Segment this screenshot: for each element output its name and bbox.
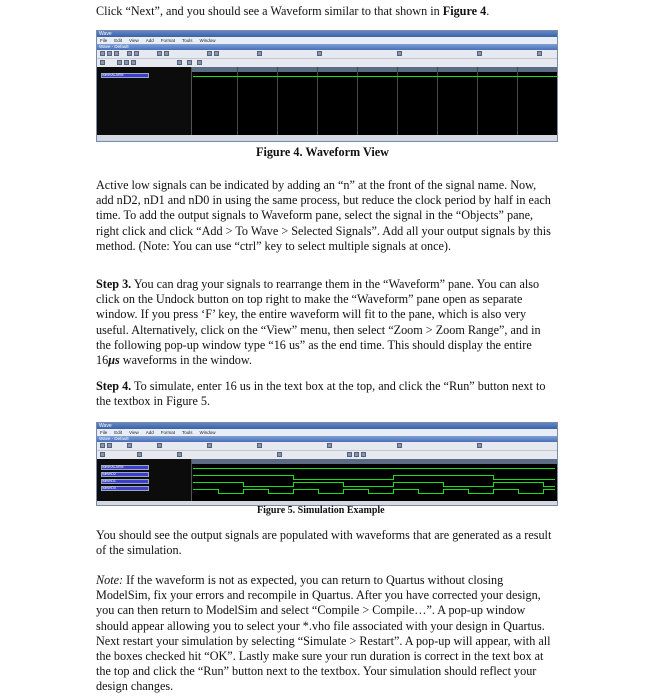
waveform-trace	[193, 468, 555, 469]
grid-line	[477, 67, 478, 135]
tool-icon	[127, 51, 132, 56]
waveform-segment	[343, 489, 368, 490]
fig5-pane-title: Wave - Default	[97, 436, 557, 442]
waveform-segment	[368, 493, 393, 494]
grid-line	[397, 67, 398, 135]
tool-icon	[257, 443, 262, 448]
waveform-segment	[418, 493, 443, 494]
tool-icon	[197, 60, 202, 65]
grid-line	[237, 67, 238, 135]
tool-icon	[127, 443, 132, 448]
zoom-icon	[117, 60, 122, 65]
grid-line	[317, 67, 318, 135]
tool-icon	[317, 51, 322, 56]
fig4-menubar: File Edit View Add Format Tools Window	[97, 37, 557, 44]
tool-icon	[257, 51, 262, 56]
tool-icon	[107, 51, 112, 56]
tool-icon	[157, 443, 162, 448]
waveform-segment	[393, 489, 418, 490]
tool-icon	[134, 51, 139, 56]
figure5-caption: Figure 5. Simulation Example	[257, 505, 385, 516]
waveform-segment	[193, 489, 218, 490]
waveform-segment	[268, 493, 293, 494]
paragraph-note: Note: If the waveform is not as expected, you can return to Quartus without closing ModelSim, fix your errors and recompile in Quartus. After you have corrected your design, you can then return to ModelSim and select “Compile > Compile…”. A pop-up window should appear allowing you to select your *.vho file associated with your design in Quartus. Next restart your simulation by selecting “Simulate > Restart”. A pop-up will appear, with all the boxes checked hit “OK”. Lastly make sure your run duration is correct in the text box at the top and click the “Run” button next to the textbox. Your simulation should reflect your design changes.	[96, 573, 551, 694]
tool-icon	[100, 452, 105, 457]
figure-ref: Figure 4	[442, 4, 487, 18]
tool-icon	[100, 443, 105, 448]
waveform-segment	[518, 493, 543, 494]
fig4-wave-pane	[97, 67, 557, 135]
grid-line	[277, 67, 278, 135]
waveform-segment	[443, 486, 493, 487]
fig5-wave-pane	[97, 459, 557, 501]
waveform-segment	[293, 489, 318, 490]
paragraph-active-low: Active low signals can be indicated by adding an “n” at the front of the signal name. Now, add nD2, nD1 and nD0 in using the same process, but reduce the clock period by half in each time. To add the output signals to Waveform pane, select the signal in the “Objects” pane, right click and click “Add > To Wave > Selected Signals”. Add all your output signals by this method. (Note: You can use “ctrl” key to select multiple signals at once).	[96, 178, 551, 253]
waveform-segment	[443, 489, 468, 490]
waveform-trace	[193, 76, 557, 77]
zoom-icon	[131, 60, 136, 65]
signal-name-nd0[interactable]: /sim/nD0	[101, 486, 149, 491]
figure4-screenshot	[96, 30, 558, 142]
waveform-segment	[243, 489, 268, 490]
tool-icon	[157, 51, 162, 56]
intro-line: Click “Next”, and you should see a Waveform similar to that shown in Figure 4.	[96, 4, 490, 18]
tool-icon	[214, 51, 219, 56]
zoom-icon	[361, 452, 366, 457]
fig5-menubar: File Edit View Add Format Tools Window	[97, 429, 557, 436]
waveform-segment	[393, 475, 493, 476]
fig4-pane-title: Wave - Default	[97, 44, 557, 50]
waveform-segment	[293, 479, 393, 480]
tool-icon	[177, 452, 182, 457]
waveform-segment	[493, 489, 518, 490]
tool-icon	[187, 60, 192, 65]
fig4-toolbar-1	[97, 50, 557, 59]
waveform-segment	[543, 486, 555, 487]
run-icon[interactable]	[277, 452, 282, 457]
waveform-segment	[493, 479, 555, 480]
tool-icon	[477, 443, 482, 448]
tool-icon	[164, 51, 169, 56]
waveform-segment	[318, 493, 343, 494]
tool-icon	[137, 452, 142, 457]
tool-icon	[100, 60, 105, 65]
signal-name-nd1[interactable]: /sim/nD1	[101, 479, 149, 484]
fig4-titlebar: Wave	[97, 31, 557, 37]
signal-name-nalarm[interactable]: /sim/nALARM	[101, 73, 149, 78]
grid-line	[357, 67, 358, 135]
signal-name-column	[97, 459, 168, 501]
waveform-segment	[293, 482, 343, 483]
signal-name-nd2[interactable]: /sim/nD2	[101, 472, 149, 477]
zoom-icon	[124, 60, 129, 65]
fig5-toolbar-1	[97, 442, 557, 451]
waveform-segment	[218, 493, 243, 494]
waveform-segment	[193, 475, 293, 476]
waveform-segment	[343, 486, 393, 487]
tool-icon	[477, 51, 482, 56]
paragraph-result: You should see the output signals are populated with waveforms that are generated as a result of the simulation.	[96, 528, 552, 558]
tool-icon	[100, 51, 105, 56]
signal-value-column	[167, 67, 192, 135]
waveform-segment	[543, 489, 555, 490]
grid-line	[517, 67, 518, 135]
figure4-caption: Figure 4. Waveform View	[256, 145, 389, 159]
run-length-box[interactable]	[327, 443, 332, 448]
tool-icon	[207, 51, 212, 56]
waveform-segment	[243, 486, 293, 487]
tool-icon	[397, 51, 402, 56]
fig5-titlebar: Wave	[97, 423, 557, 429]
waveform-segment	[393, 482, 443, 483]
tool-icon	[107, 443, 112, 448]
zoom-icon	[347, 452, 352, 457]
figure5-screenshot	[96, 422, 558, 506]
signal-value-column	[167, 459, 192, 501]
tool-icon	[207, 443, 212, 448]
signal-name-column	[97, 67, 168, 135]
fig4-status-bar	[97, 135, 557, 140]
paragraph-step4: Step 4. To simulate, enter 16 us in the text box at the top, and click the “Run” button next to the textbox in Figure 5.	[96, 379, 546, 409]
tool-icon	[177, 60, 182, 65]
zoom-icon	[354, 452, 359, 457]
tool-icon	[397, 443, 402, 448]
signal-name-nalarm[interactable]: /sim/nALARM	[101, 465, 149, 470]
waveform-segment	[468, 493, 493, 494]
waveform-segment	[193, 482, 243, 483]
tool-icon	[537, 51, 542, 56]
grid-line	[437, 67, 438, 135]
paragraph-step3: Step 3. You can drag your signals to rearrange them in the “Waveform” pane. You can also click on the Undock button on top right to make the “Waveform” pane open as separate window. If you press ‘F’ key, the entire waveform will fit to the pane, which is also very useful. Alternatively, click on the “View” menu, then select “Zoom > Zoom Range”, and in the following pop-up window type “16 us” as the end time. This should display the entire 16μs waveforms in the window.	[96, 277, 541, 368]
tool-icon	[114, 51, 119, 56]
waveform-segment	[493, 482, 543, 483]
